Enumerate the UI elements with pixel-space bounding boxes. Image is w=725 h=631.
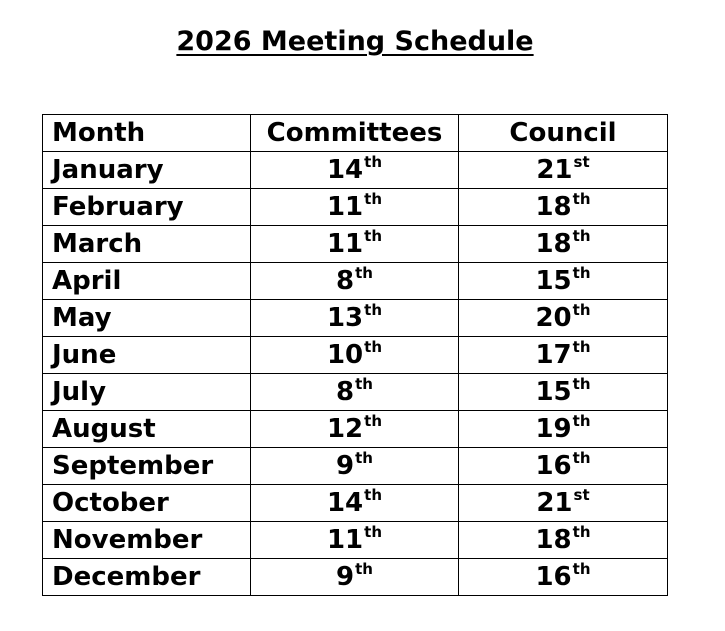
meeting-schedule-table: [42, 114, 668, 596]
committees-date-cell: [251, 152, 459, 189]
committees-day: 12: [326, 414, 364, 444]
committees-day: 14: [326, 155, 364, 185]
month-cell: August: [43, 411, 251, 448]
council-ordinal-suffix: th: [572, 449, 591, 467]
committees-date-cell: [251, 226, 459, 263]
council-ordinal-suffix: th: [572, 523, 591, 541]
committees-day: 9: [336, 562, 355, 592]
council-date-cell: [459, 337, 668, 374]
committees-ordinal-suffix: th: [355, 560, 373, 578]
committees-day: 14: [326, 488, 364, 518]
table-row: [43, 263, 668, 300]
council-date-cell: [459, 152, 668, 189]
table-row: [43, 448, 668, 485]
committees-day: 10: [326, 340, 364, 370]
council-date-cell: [459, 300, 668, 337]
month-cell: January: [43, 152, 251, 189]
column-header-committees: Committees: [251, 115, 459, 152]
month-cell: July: [43, 374, 251, 411]
council-ordinal-suffix: th: [572, 264, 591, 282]
committees-ordinal-suffix: th: [364, 153, 383, 171]
committees-ordinal-suffix: th: [364, 301, 383, 319]
committees-day: 11: [326, 525, 364, 555]
council-ordinal-suffix: st: [573, 486, 590, 504]
committees-date-cell: [251, 374, 459, 411]
month-cell: February: [43, 189, 251, 226]
table-row: [43, 189, 668, 226]
council-ordinal-suffix: th: [572, 412, 591, 430]
table-row: [43, 226, 668, 263]
committees-day: 9: [336, 451, 355, 481]
page-title-text: 2026 Meeting Schedule: [176, 26, 534, 57]
table-header-row: [43, 115, 668, 152]
column-header-month: Month: [43, 115, 251, 152]
month-cell: November: [43, 522, 251, 559]
council-date-cell: [459, 448, 668, 485]
council-ordinal-suffix: th: [572, 560, 591, 578]
committees-day: 8: [336, 266, 355, 296]
month-cell: May: [43, 300, 251, 337]
table-body: [43, 152, 668, 596]
council-date-cell: [459, 374, 668, 411]
council-ordinal-suffix: th: [572, 301, 591, 319]
committees-day: 11: [326, 192, 364, 222]
council-ordinal-suffix: th: [572, 338, 591, 356]
committees-date-cell: [251, 263, 459, 300]
council-day: 18: [535, 229, 572, 259]
committees-ordinal-suffix: th: [364, 486, 383, 504]
committees-ordinal-suffix: th: [355, 375, 373, 393]
committees-date-cell: [251, 411, 459, 448]
council-day: 15: [535, 266, 572, 296]
table-row: [43, 559, 668, 596]
committees-day: 8: [336, 377, 355, 407]
committees-ordinal-suffix: th: [355, 449, 373, 467]
table-row: [43, 300, 668, 337]
page-title: [0, 22, 710, 62]
council-day: 15: [535, 377, 572, 407]
council-day: 21: [536, 488, 573, 518]
council-ordinal-suffix: th: [572, 375, 591, 393]
council-day: 17: [535, 340, 572, 370]
committees-ordinal-suffix: th: [364, 523, 383, 541]
committees-ordinal-suffix: th: [364, 412, 383, 430]
committees-date-cell: [251, 522, 459, 559]
council-day: 20: [535, 303, 572, 333]
council-date-cell: [459, 522, 668, 559]
table-row: [43, 411, 668, 448]
table-row: [43, 522, 668, 559]
committees-ordinal-suffix: th: [364, 190, 383, 208]
committees-ordinal-suffix: th: [364, 338, 383, 356]
council-ordinal-suffix: th: [572, 190, 591, 208]
council-day: 18: [535, 192, 572, 222]
council-day: 16: [535, 562, 572, 592]
table-row: [43, 374, 668, 411]
month-cell: April: [43, 263, 251, 300]
council-date-cell: [459, 559, 668, 596]
month-cell: March: [43, 226, 251, 263]
table-row: [43, 337, 668, 374]
council-ordinal-suffix: st: [573, 153, 590, 171]
council-date-cell: [459, 226, 668, 263]
month-cell: June: [43, 337, 251, 374]
committees-ordinal-suffix: th: [355, 264, 373, 282]
committees-date-cell: [251, 300, 459, 337]
council-date-cell: [459, 485, 668, 522]
table-row: [43, 152, 668, 189]
committees-date-cell: [251, 189, 459, 226]
month-cell: September: [43, 448, 251, 485]
council-date-cell: [459, 411, 668, 448]
table-row: [43, 485, 668, 522]
committees-date-cell: [251, 485, 459, 522]
council-day: 21: [536, 155, 573, 185]
council-date-cell: [459, 189, 668, 226]
month-cell: December: [43, 559, 251, 596]
committees-date-cell: [251, 337, 459, 374]
committees-day: 11: [326, 229, 364, 259]
council-day: 16: [535, 451, 572, 481]
month-cell: October: [43, 485, 251, 522]
council-ordinal-suffix: th: [572, 227, 591, 245]
committees-day: 13: [326, 303, 364, 333]
council-day: 18: [535, 525, 572, 555]
committees-date-cell: [251, 559, 459, 596]
committees-date-cell: [251, 448, 459, 485]
column-header-council: Council: [459, 115, 668, 152]
committees-ordinal-suffix: th: [364, 227, 383, 245]
council-date-cell: [459, 263, 668, 300]
council-day: 19: [535, 414, 572, 444]
